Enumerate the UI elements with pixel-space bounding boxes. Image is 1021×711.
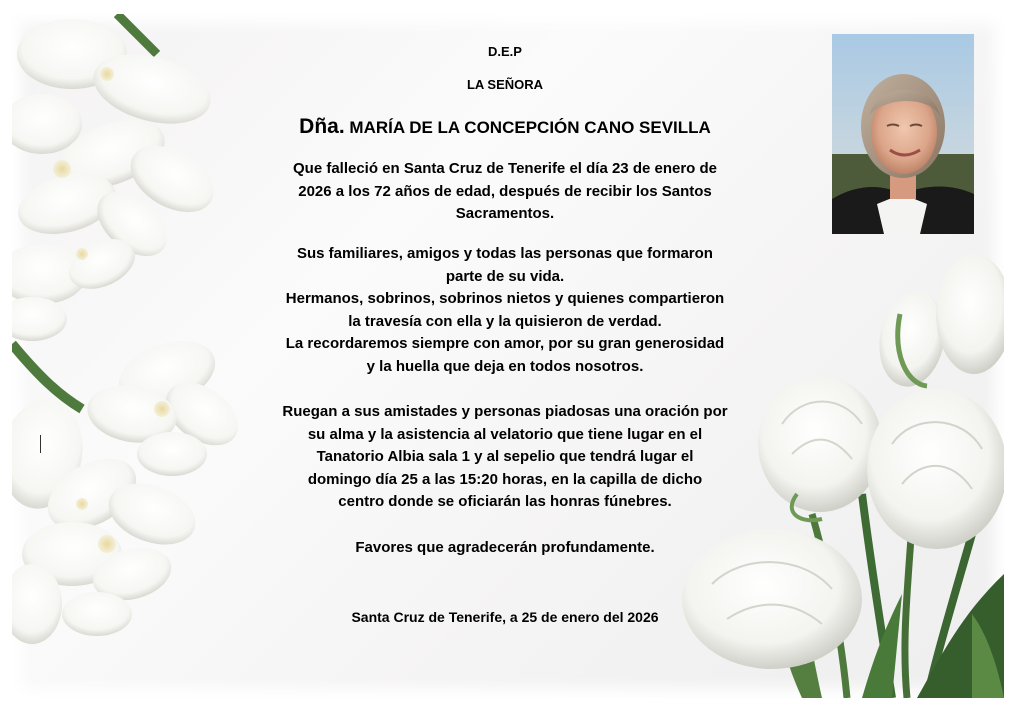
left-flowers <box>12 14 250 644</box>
paragraph-line: Sacramentos. <box>455 205 555 223</box>
paragraph-line: su alma y la asistencia al velatorio que tiene lugar en el <box>307 425 703 443</box>
death-notice-paragraph <box>262 158 748 226</box>
family-paragraph <box>262 243 748 379</box>
paragraph-line: Ruegan a sus amistades y personas piadosas una oración por <box>282 403 728 420</box>
dep-heading: D.E.P <box>488 44 522 59</box>
text-cursor-mark <box>40 435 41 453</box>
portrait-photo <box>832 34 974 234</box>
paragraph-line: centro donde se oficiarán las honras fúnebres. <box>338 493 672 511</box>
paragraph-line: Tanatorio Albia sala 1 y al sepelio que tendrá lugar el <box>316 448 694 466</box>
honorific: Dña. <box>299 115 345 138</box>
paragraph-line: Sus familiares, amigos y todas las personas que formaron <box>297 245 713 262</box>
paragraph-line: 2026 a los 72 años de edad, después de recibir los Santos <box>298 182 712 200</box>
request-paragraph <box>262 401 748 514</box>
paragraph-line: La recordaremos siempre con amor, por su gran generosidad <box>285 335 725 353</box>
place-date: Santa Cruz de Tenerife, a 25 de enero del 2026 <box>351 609 659 625</box>
paragraph-line: Que falleció en Santa Cruz de Tenerife el día 23 de enero de <box>292 160 718 177</box>
deceased-name <box>262 115 748 139</box>
paragraph-line: Hermanos, sobrinos, sobrinos nietos y quienes compartieron <box>285 290 725 308</box>
full-name: MARÍA DE LA CONCEPCIÓN CANO SEVILLA <box>349 118 711 137</box>
paragraph-line: domingo día 25 a las 15:20 horas, en la capilla de dicho <box>307 470 703 488</box>
paragraph-line: la travesía con ella y la quisieron de verdad. <box>348 312 662 330</box>
thanks-line: Favores que agradecerán profundamente. <box>355 539 655 556</box>
paragraph-line: y la huella que deja en todos nosotros. <box>366 357 644 375</box>
obituary-card <box>12 14 1004 698</box>
senora-heading: LA SEÑORA <box>466 77 544 92</box>
paragraph-line: parte de su vida. <box>445 267 565 285</box>
